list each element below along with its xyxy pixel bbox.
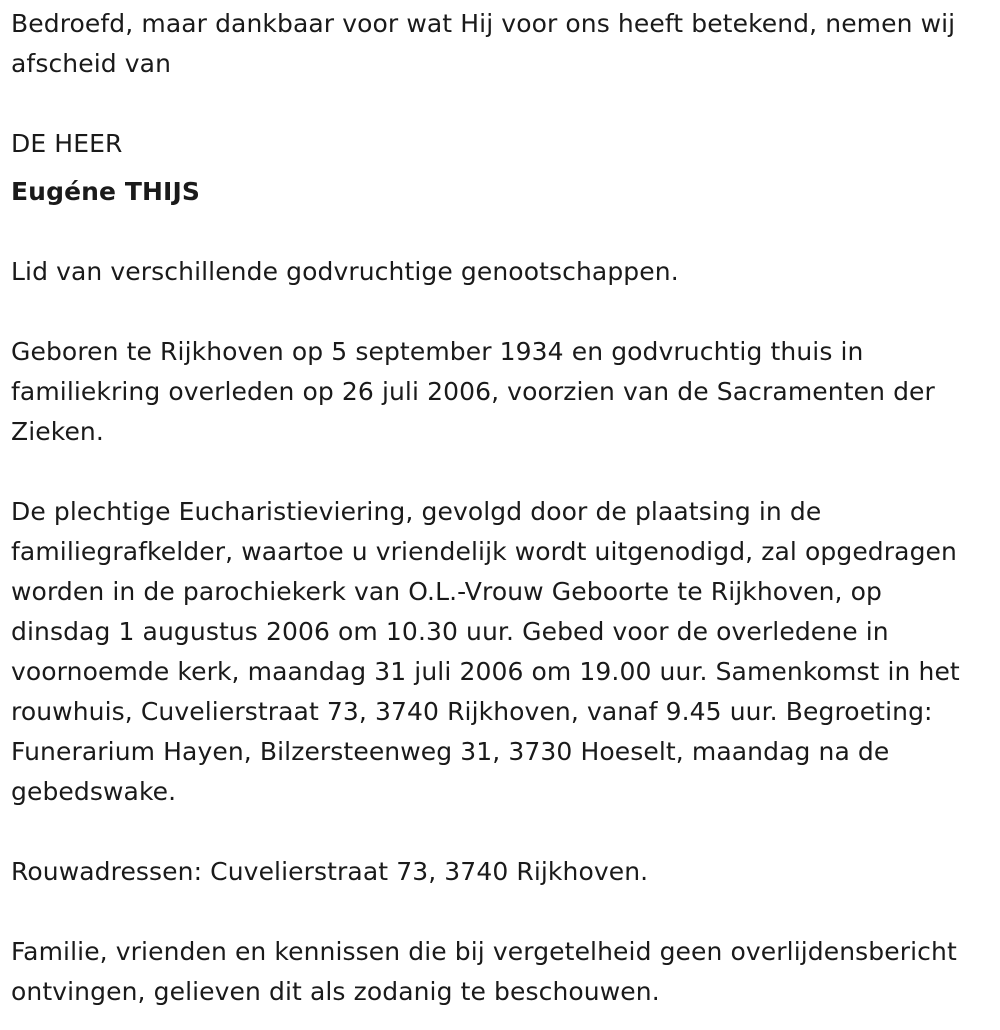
obituary-notice [11, 4, 986, 1012]
deceased-name: Eugéne THIJS [11, 177, 200, 206]
ceremony-paragraph: De plechtige Eucharistieviering, gevolgd door de plaatsing in de familiegrafkelder, waartoe u vriendelijk wordt uitgenodigd, zal opgedragen worden in de parochiekerk van O.L.-Vrouw Geboorte te Rijkhoven, op dinsdag 1 augustus 2006 om 10.30 uur. Gebed voor de overledene in voornoemde kerk, maandag 31 juli 2006 om 19.00 uur. Samenkomst in het rouwhuis, Cuvelierstraat 73, 3740 Rijkhoven, vanaf 9.45 uur. Begroeting: Funerarium Hayen, Bilzersteenweg 31, 3730 Hoeselt, maandag na de gebedswake. [11, 497, 960, 806]
honorific-title: DE HEER [11, 129, 123, 158]
membership-paragraph: Lid van verschillende godvruchtige genootschappen. [11, 257, 679, 286]
closing-paragraph: Familie, vrienden en kennissen die bij vergetelheid geen overlijdensbericht ontvingen, gelieven dit als zodanig te beschouwen. [11, 937, 957, 1006]
intro-paragraph: Bedroefd, maar dankbaar voor wat Hij voor ons heeft betekend, nemen wij afscheid van [11, 9, 956, 78]
addresses-paragraph: Rouwadressen: Cuvelierstraat 73, 3740 Rijkhoven. [11, 857, 649, 886]
birth-death-paragraph: Geboren te Rijkhoven op 5 september 1934 en godvruchtig thuis in familiekring overleden op 26 juli 2006, voorzien van de Sacramenten der Zieken. [11, 337, 935, 446]
